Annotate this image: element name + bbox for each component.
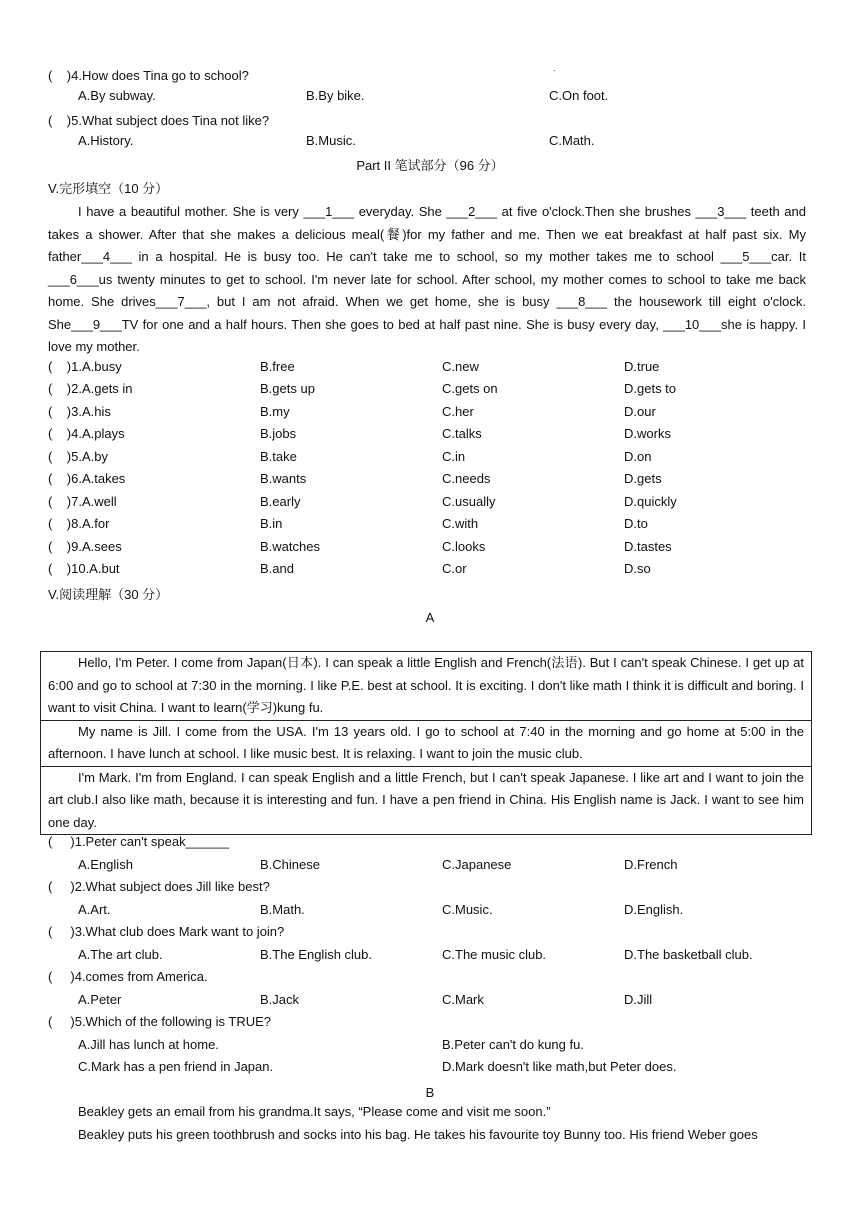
option-c: C.gets on xyxy=(442,381,498,396)
passage-box xyxy=(40,651,812,835)
stray-dot: · xyxy=(553,66,556,75)
cloze-question: ( )4.A.plays xyxy=(48,426,125,441)
option-b: B.jobs xyxy=(260,426,297,441)
option-b: B.my xyxy=(260,404,290,419)
option-c: C.Math. xyxy=(549,133,595,148)
option-a: A.Art. xyxy=(78,902,111,917)
option-c: C.Japanese xyxy=(442,857,512,872)
option-a: A.Peter xyxy=(78,992,122,1007)
option-b: B.By bike. xyxy=(306,88,365,103)
listening-question-5: ( )5.What subject does Tina not like? xyxy=(48,113,270,128)
option-a: A.The art club. xyxy=(78,947,163,962)
option-b: B.Peter can't do kung fu. xyxy=(442,1037,584,1052)
option-c: C.with xyxy=(442,516,479,531)
cloze-heading: V.完形填空（10 分） xyxy=(48,181,169,196)
passage-b-line: Beakley puts his green toothbrush and socks into his bag. He takes his favourite toy Bunny too. His friend Weber goes xyxy=(78,1127,758,1142)
passage-b-line: Beakley gets an email from his grandma.It says, “Please come and visit me soon.” xyxy=(78,1104,551,1119)
cloze-question: ( )7.A.well xyxy=(48,494,117,509)
option-d: D.gets xyxy=(624,471,662,486)
option-b: B.Math. xyxy=(260,902,305,917)
passage-mark: I'm Mark. I'm from England. I can speak English and a little French, but I can't speak Japanese. I like art and I want to join the art club.I also like math, because it is interesting and fun. I have a pen friend in China. His English name is Jack. I want to see him one day. xyxy=(48,769,804,830)
option-c: C.The music club. xyxy=(442,947,547,962)
option-d: D.Jill xyxy=(624,992,653,1007)
option-c: C.or xyxy=(442,561,467,576)
option-b: B.Jack xyxy=(260,992,300,1007)
cloze-question: ( )10.A.but xyxy=(48,561,120,576)
option-b: B.The English club. xyxy=(260,947,373,962)
cloze-question: ( )8.A.for xyxy=(48,516,110,531)
option-b: B.gets up xyxy=(260,381,315,396)
cloze-question: ( )5.A.by xyxy=(48,449,108,464)
option-d: D.tastes xyxy=(624,539,672,554)
reading-question: ( )1.Peter can't speak______ xyxy=(48,834,229,849)
section-b-label: B xyxy=(425,1085,435,1100)
passage-peter: Hello, I'm Peter. I come from Japan(日本). I can speak a little English and French(法语). But I can't speak Chinese. I get up at 6:00 and go to school at 7:30 in the morning. I like P.E. best at school. It is exciting. I don't like math I think it is difficult and boring. I want to visit China. I want to learn(学习)kung fu. xyxy=(41,652,811,721)
option-d: D.English. xyxy=(624,902,684,917)
reading-heading: V.阅读理解（30 分） xyxy=(48,587,169,602)
option-d: D.our xyxy=(624,404,656,419)
option-c: C.talks xyxy=(442,426,482,441)
reading-question: ( )2.What subject does Jill like best? xyxy=(48,879,270,894)
option-d: D.The basketball club. xyxy=(624,947,753,962)
option-b: B.Music. xyxy=(306,133,356,148)
cloze-question: ( )6.A.takes xyxy=(48,471,126,486)
option-b: B.watches xyxy=(260,539,320,554)
option-b: B.early xyxy=(260,494,301,509)
option-c: C.her xyxy=(442,404,474,419)
reading-question: ( )3.What club does Mark want to join? xyxy=(48,924,285,939)
option-b: B.Chinese xyxy=(260,857,320,872)
option-b: B.free xyxy=(260,359,295,374)
option-a: A.By subway. xyxy=(78,88,156,103)
option-c: C.usually xyxy=(442,494,496,509)
option-c: C.needs xyxy=(442,471,491,486)
option-b: B.take xyxy=(260,449,297,464)
option-a: A.English xyxy=(78,857,133,872)
option-d: D.gets to xyxy=(624,381,677,396)
option-d: D.quickly xyxy=(624,494,677,509)
listening-question-4: ( )4.How does Tina go to school? xyxy=(48,68,249,83)
cloze-question: ( )2.A.gets in xyxy=(48,381,133,396)
cloze-question: ( )1.A.busy xyxy=(48,359,122,374)
cloze-passage: I have a beautiful mother. She is very ___1___ everyday. She ___2___ at five o'clock.Then she brushes ___3___ teeth and takes a shower. After that she makes a delicious meal(餐)for my father and me. Then we eat breakfast at half past six. My father___4___ in a hospital. He is busy too. He can't take me to school, so my mother takes me to school ___5___car. It ___6___us twenty minutes to get to school. I'm never late for school. After school, my mother comes to school to take me back home. She drives___7___, but I am not afraid. When we get home, she is busy ___8___ the housework till eight o'clock. She___9___TV for one and a half hours. Then she goes to bed at half past nine. She is busy every day, ___10___she is happy. I love my mother. xyxy=(48,204,806,354)
passage-jill: My name is Jill. I come from the USA. I'm 13 years old. I go to school at 7:40 in the morning and go home at 5:00 in the afternoon. I have lunch at school. I like music best. It is relaxing. I want to join the music club. xyxy=(41,721,811,767)
reading-question: ( )5.Which of the following is TRUE? xyxy=(48,1014,272,1029)
option-d: D.Mark doesn't like math,but Peter does. xyxy=(442,1059,677,1074)
option-c: C.looks xyxy=(442,539,486,554)
option-d: D.French xyxy=(624,857,678,872)
option-a: A.Jill has lunch at home. xyxy=(78,1037,219,1052)
section-a-label: A xyxy=(425,610,435,625)
option-c: C.Music. xyxy=(442,902,493,917)
option-d: D.to xyxy=(624,516,648,531)
option-b: B.and xyxy=(260,561,294,576)
cloze-question: ( )3.A.his xyxy=(48,404,111,419)
cloze-question: ( )9.A.sees xyxy=(48,539,122,554)
option-d: D.so xyxy=(624,561,651,576)
option-b: B.in xyxy=(260,516,283,531)
part2-title: Part II 笔试部分（96 分） xyxy=(356,158,504,173)
option-c: C.Mark has a pen friend in Japan. xyxy=(78,1059,274,1074)
option-c: C.new xyxy=(442,359,479,374)
reading-question: ( )4.comes from America. xyxy=(48,969,208,984)
option-b: B.wants xyxy=(260,471,307,486)
option-c: C.On foot. xyxy=(549,88,609,103)
option-c: C.Mark xyxy=(442,992,484,1007)
option-d: D.works xyxy=(624,426,671,441)
option-d: D.on xyxy=(624,449,652,464)
option-c: C.in xyxy=(442,449,466,464)
option-d: D.true xyxy=(624,359,660,374)
option-a: A.History. xyxy=(78,133,134,148)
